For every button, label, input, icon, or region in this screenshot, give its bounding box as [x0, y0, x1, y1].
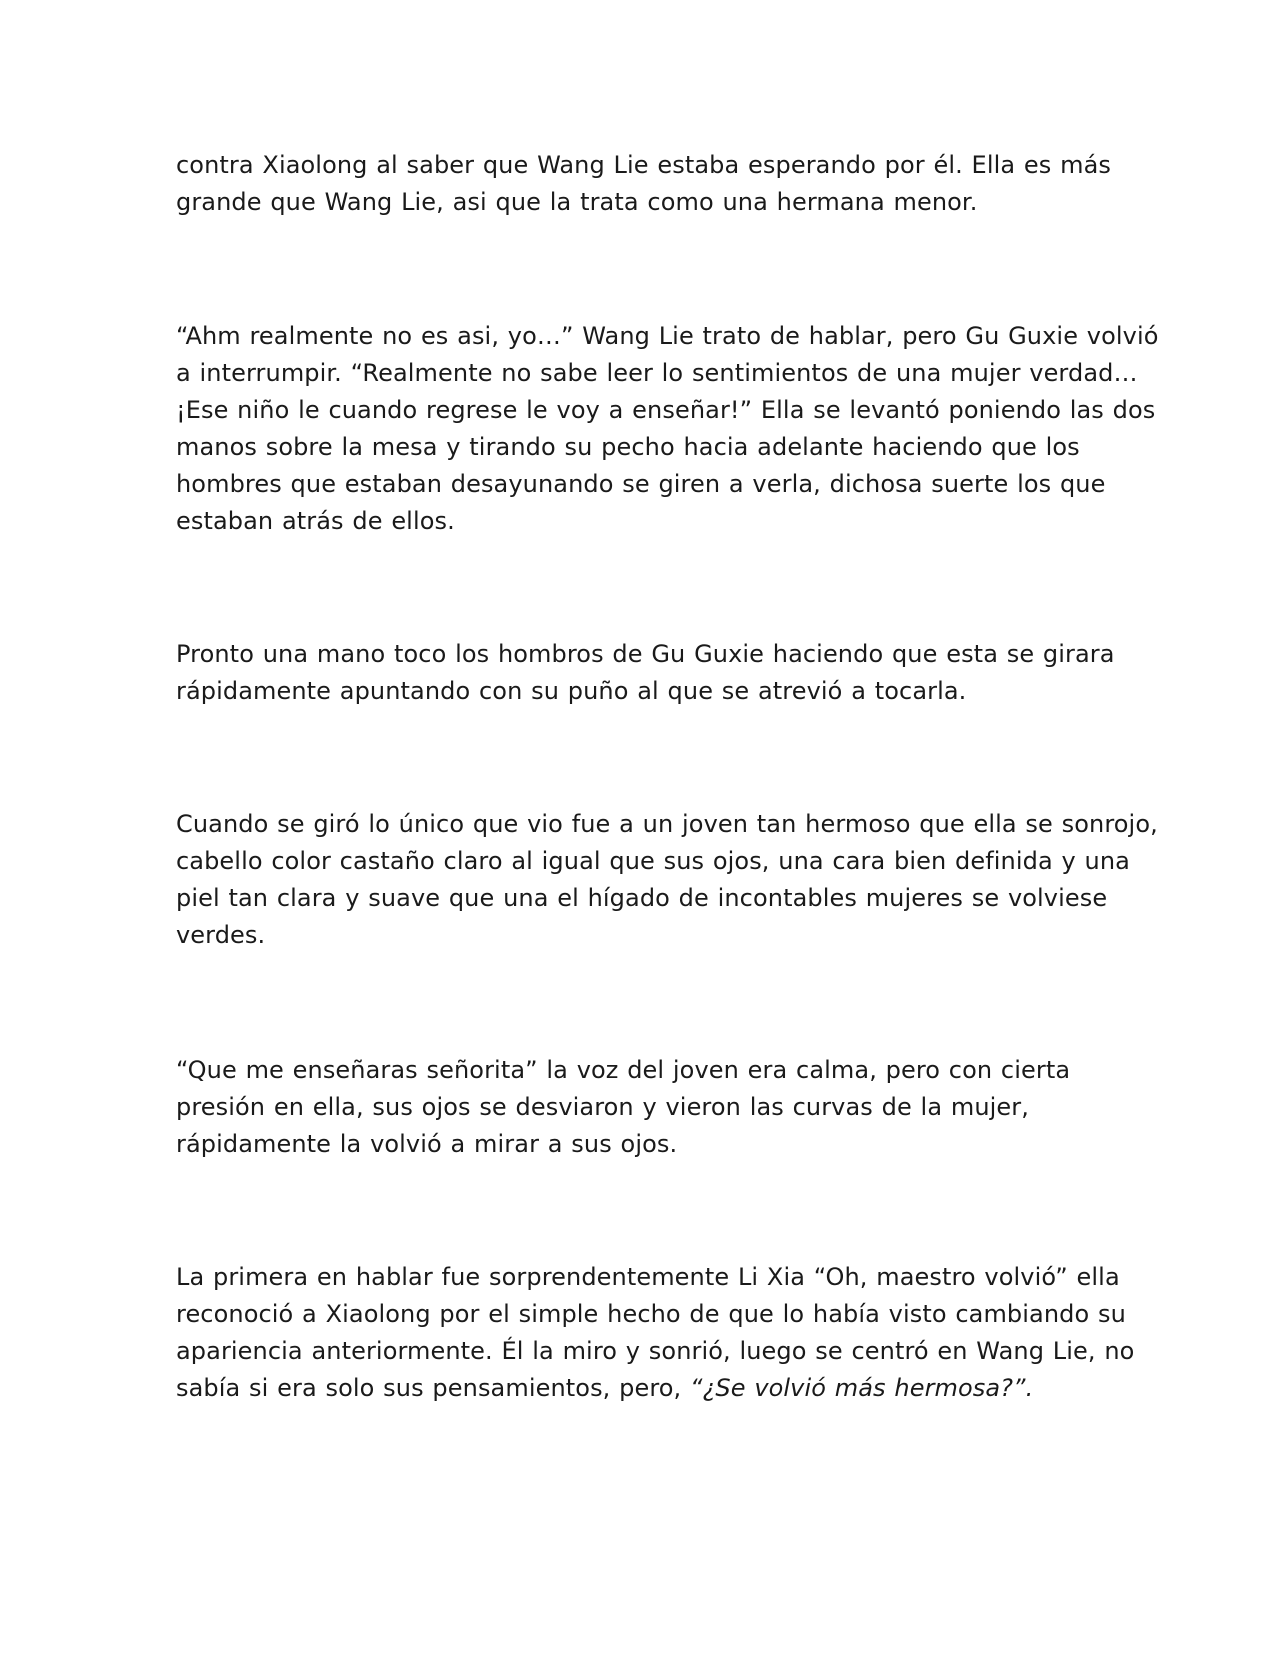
- paragraph-5: [176, 1052, 1106, 1163]
- text-line: manos sobre la mesa y tirando su pecho hacia adelante haciendo que los: [176, 433, 1080, 461]
- text-line: La primera en hablar fue sorprendentemente Li Xia “Oh, maestro volvió” ella: [176, 1263, 1120, 1291]
- text-line: “Que me enseñaras señorita” la voz del joven era calma, pero con cierta: [176, 1056, 1071, 1084]
- text-line: piel tan clara y suave que una el hígado de incontables mujeres se volviese: [176, 884, 1108, 912]
- text-line: estaban atrás de ellos.: [176, 507, 455, 535]
- text-line: verdes.: [176, 921, 266, 949]
- paragraph-3: [176, 636, 1115, 710]
- text-line: cabello color castaño claro al igual que sus ojos, una cara bien definida y una: [176, 847, 1130, 875]
- text-line: ¡Ese niño le cuando regrese le voy a enseñar!” Ella se levantó poniendo las dos: [176, 396, 1156, 424]
- paragraph-2: [176, 318, 1159, 540]
- italic-quote: “¿Se volvió más hermosa?”.: [690, 1374, 1034, 1402]
- paragraph-6: [176, 1259, 1135, 1407]
- text-line-last: [176, 1370, 1106, 1407]
- plain-text: sabía si era solo sus pensamientos, pero,: [176, 1374, 691, 1402]
- text-line: rápidamente apuntando con su puño al que se atrevió a tocarla.: [176, 677, 967, 705]
- paragraph-1: [176, 147, 1111, 221]
- text-line: “Ahm realmente no es asi, yo…” Wang Lie trato de hablar, pero Gu Guxie volvió: [176, 322, 1159, 350]
- paragraph-4: [176, 806, 1158, 954]
- text-line: Pronto una mano toco los hombros de Gu Guxie haciendo que esta se girara: [176, 640, 1115, 668]
- text-line: reconoció a Xiaolong por el simple hecho de que lo había visto cambiando su: [176, 1300, 1126, 1328]
- text-line: hombres que estaban desayunando se giren a verla, dichosa suerte los que: [176, 470, 1106, 498]
- text-line: Cuando se giró lo único que vio fue a un joven tan hermoso que ella se sonrojo,: [176, 810, 1158, 838]
- text-line: presión en ella, sus ojos se desviaron y vieron las curvas de la mujer,: [176, 1093, 1029, 1121]
- text-line: rápidamente la volvió a mirar a sus ojos.: [176, 1130, 678, 1158]
- text-line: a interrumpir. “Realmente no sabe leer lo sentimientos de una mujer verdad…: [176, 359, 1138, 387]
- text-line: grande que Wang Lie, asi que la trata como una hermana menor.: [176, 188, 978, 216]
- text-line: apariencia anteriormente. Él la miro y sonrió, luego se centró en Wang Lie, no: [176, 1337, 1135, 1365]
- text-line: contra Xiaolong al saber que Wang Lie estaba esperando por él. Ella es más: [176, 151, 1111, 179]
